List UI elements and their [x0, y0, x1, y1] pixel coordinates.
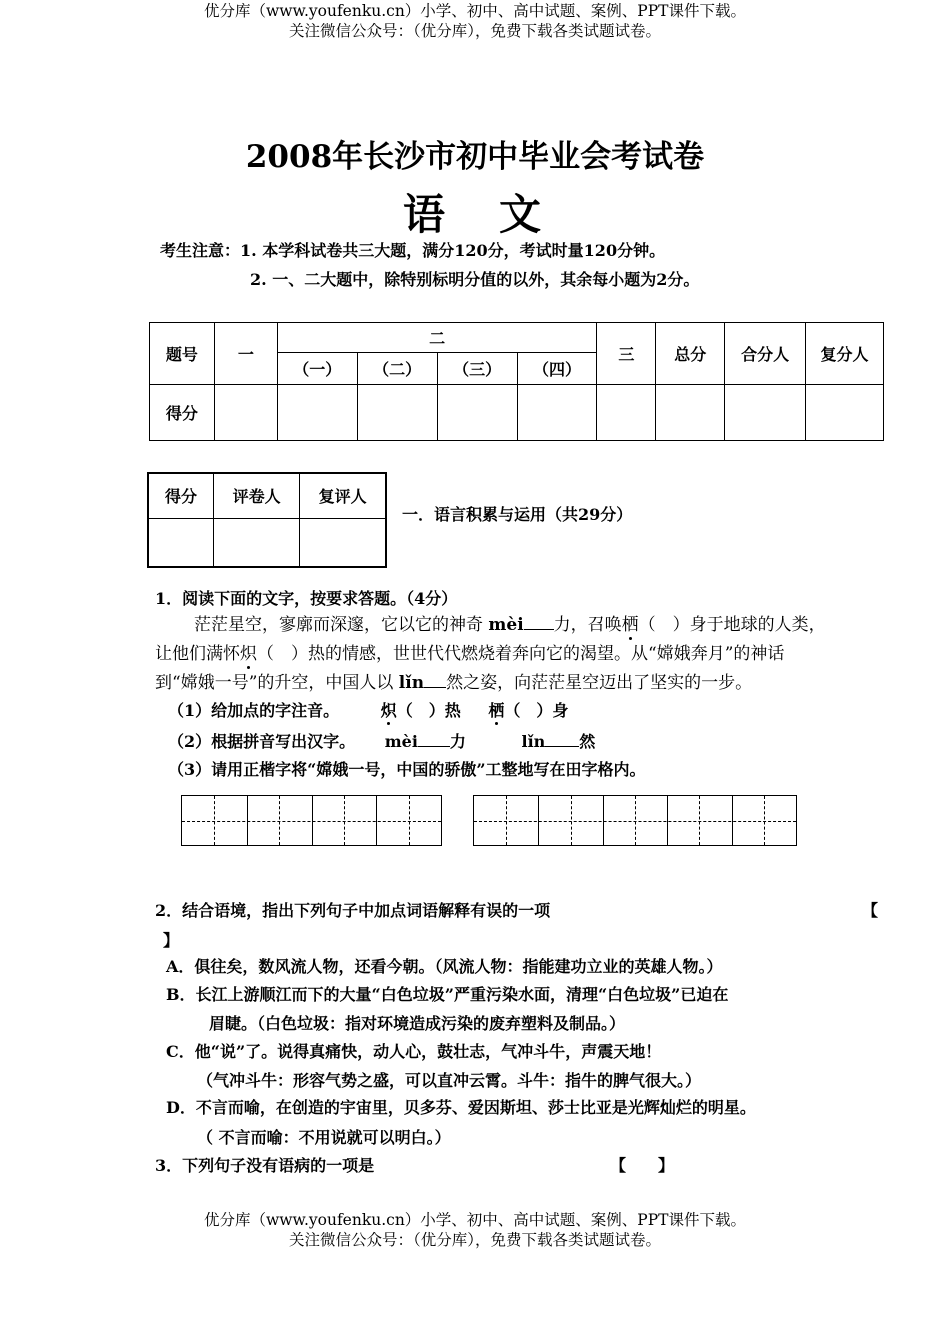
sub-header-1: （一） — [277, 353, 357, 385]
q1-sub2 — [168, 731, 595, 753]
q1-sub3: （3）请用正楷字将“嫦娥一号，中国的骄傲”工整地写在田字格内。 — [168, 760, 646, 779]
q3-answer-bracket[interactable]: 【 】 — [610, 1156, 675, 1175]
q2-option-c-label: C． — [166, 1042, 195, 1061]
grader-cell[interactable] — [300, 518, 386, 567]
q1-sub2-pinyin-2: lǐn — [521, 732, 546, 751]
header-part-one: 一 — [214, 323, 277, 385]
header-line-2: 关注微信公众号：（优分库），免费下载各类试题试卷。 — [288, 22, 661, 40]
grader-cell[interactable] — [148, 518, 213, 567]
q2-option-c-text: 他“说”了。说得真痛快，动人心，鼓壮志， — [194, 1042, 502, 1061]
grader-label: 评卷人 — [213, 473, 299, 518]
q2-bracket-close[interactable]: 】 — [163, 931, 180, 950]
score-cell[interactable] — [725, 385, 806, 441]
q1-text: 让他们满怀 — [155, 644, 240, 664]
q1-sub2-label: （2）根据拼音写出汉字。 — [168, 732, 356, 751]
q3-stem: 3．下列句子没有语病的一项是 — [155, 1156, 375, 1175]
q2-option-a[interactable] — [166, 956, 722, 978]
q1-dotted-char: 炽 — [240, 644, 257, 664]
q2-option-c-line-2: （气冲斗牛：形容气势之盛，可以直冲云霄。斗牛：指牛的脾气很大。） — [197, 1071, 702, 1090]
q2-bracket-open[interactable]: 【 — [862, 901, 879, 920]
q1-text: 到“嫦娥一号”的升空，中国人以 — [155, 673, 399, 693]
q2-option-b-text: 长江上游顺江而下的大量“白色垃圾”严重污染水面，清理“白色垃圾”已迫在 — [195, 985, 729, 1004]
score-cell[interactable] — [437, 385, 517, 441]
q1-sub2-blank-1[interactable] — [418, 732, 450, 747]
sub-header-3: （三） — [437, 353, 517, 385]
sub-header-4: （四） — [517, 353, 597, 385]
q1-sub1 — [168, 700, 568, 722]
score-cell[interactable] — [597, 385, 656, 441]
q2-option-a-dotted: 风流人物 — [274, 957, 339, 976]
q2-option-b-label: B． — [166, 985, 196, 1004]
q2-option-d-text: ，在创造的宇宙里，贝多芬、爱因斯坦、莎士比亚是光辉灿烂的明星。 — [259, 1098, 756, 1117]
q1-text: （ ）身于地球的人类， — [638, 615, 826, 635]
tianzige-grid-right[interactable] — [473, 795, 797, 846]
notice-1: 考生注意：1. 本学科试卷共三大题，满分120分，考试时量120分钟。 — [160, 241, 666, 260]
score-cell[interactable] — [806, 385, 884, 441]
tianzige-grid-left[interactable] — [181, 795, 442, 846]
header-checker: 复分人 — [806, 323, 884, 385]
header-part-two: 二 — [277, 323, 597, 353]
header-question-number: 题号 — [150, 323, 215, 385]
q1-blank[interactable] — [424, 673, 446, 688]
q1-passage-line-3 — [155, 672, 752, 694]
subject-title: 语 文 — [402, 190, 547, 239]
header-part-three: 三 — [597, 323, 656, 385]
score-cell[interactable] — [517, 385, 597, 441]
sub-header-2: （二） — [357, 353, 437, 385]
header-adder: 合分人 — [725, 323, 806, 385]
q2-option-d-label: D． — [166, 1098, 196, 1117]
grader-score-label: 得分 — [148, 473, 213, 518]
footer-line-2: 关注微信公众号：（优分库），免费下载各类试题试卷。 — [288, 1231, 661, 1249]
q1-dotted-char: 栖 — [621, 615, 639, 635]
grader-table — [147, 472, 387, 568]
q1-sub2-suffix-1: 力 — [449, 732, 466, 751]
q1-text: 茫茫星空，寥廓而深邃，它以它的神奇 — [194, 615, 489, 635]
q2-option-a-text: ，还看今朝。（风流人物：指能建功立业的英雄人物。） — [338, 957, 723, 976]
rechecker-label: 复评人 — [300, 473, 386, 518]
q1-sub2-blank-2[interactable] — [545, 732, 579, 747]
q2-option-c-dotted: 气冲斗牛 — [501, 1042, 566, 1061]
q1-passage-line-1 — [194, 614, 826, 636]
q1-sub1-char-2: 栖 — [488, 701, 505, 720]
score-cell[interactable] — [277, 385, 357, 441]
q1-sub1-label: （1）给加点的字注音。 — [168, 701, 340, 720]
q2-option-c[interactable] — [166, 1041, 661, 1063]
q2-option-a-text: 俱往矣，数 — [194, 957, 275, 976]
score-cell[interactable] — [214, 385, 277, 441]
score-table — [149, 322, 884, 441]
q1-sub2-pinyin-1: mèi — [384, 732, 418, 751]
notice-2: 2. 一、二大题中，除特别标明分值的以外，其余每小题为2分。 — [250, 270, 700, 289]
score-cell[interactable] — [656, 385, 725, 441]
exam-title: 2008年长沙市初中毕业会考试卷 — [245, 139, 705, 175]
q1-text: 然之姿，向茫茫星空迈出了坚实的一步。 — [446, 673, 753, 693]
q1-sub1-char-1: 炽 — [380, 701, 397, 720]
q1-text: 力，召唤 — [553, 615, 622, 635]
row-label-score: 得分 — [150, 385, 215, 441]
q1-text: （ ）热的情感，世世代代燃烧着奔向它的渴望。从“嫦娥奔月”的神话 — [257, 644, 785, 664]
section-1-title: 一．语言积累与运用（共29分） — [402, 505, 633, 524]
q2-option-d-dotted: 不言而喻 — [195, 1098, 260, 1117]
grader-cell[interactable] — [213, 518, 299, 567]
q1-pinyin-mei: mèi — [488, 615, 524, 635]
q2-option-b[interactable] — [166, 984, 728, 1006]
q1-stem: 1．阅读下面的文字，按要求答题。（4分） — [155, 589, 458, 608]
q2-option-d-line-2: （ 不言而喻：不用说就可以明白。） — [197, 1128, 451, 1147]
q2-option-b-line-2: 眉睫。（白色垃圾：指对环境造成污染的废弃塑料及制品。） — [209, 1014, 626, 1033]
footer-line-1: 优分库（www.youfenku.cn）小学、初中、高中试题、案例、PPT课件下载。 — [203, 1211, 747, 1229]
q2-option-a-label: A． — [166, 957, 195, 976]
q2-option-c-text: ，声震天地！ — [565, 1042, 662, 1061]
q2-stem: 2．结合语境，指出下列句子中加点词语解释有误的一项 — [155, 901, 551, 920]
q2-option-d[interactable] — [166, 1097, 756, 1119]
q1-blank[interactable] — [524, 615, 554, 630]
q1-sub2-suffix-2: 然 — [579, 732, 596, 751]
header-total: 总分 — [656, 323, 725, 385]
q1-pinyin-lin: lǐn — [398, 673, 425, 693]
q1-passage-line-2 — [155, 643, 784, 665]
header-line-1: 优分库（www.youfenku.cn）小学、初中、高中试题、案例、PPT课件下载。 — [203, 2, 747, 20]
q1-sub1-answer-1[interactable]: （ ）热 — [396, 701, 461, 720]
score-cell[interactable] — [357, 385, 437, 441]
q1-sub1-answer-2[interactable]: （ ）身 — [504, 701, 569, 720]
